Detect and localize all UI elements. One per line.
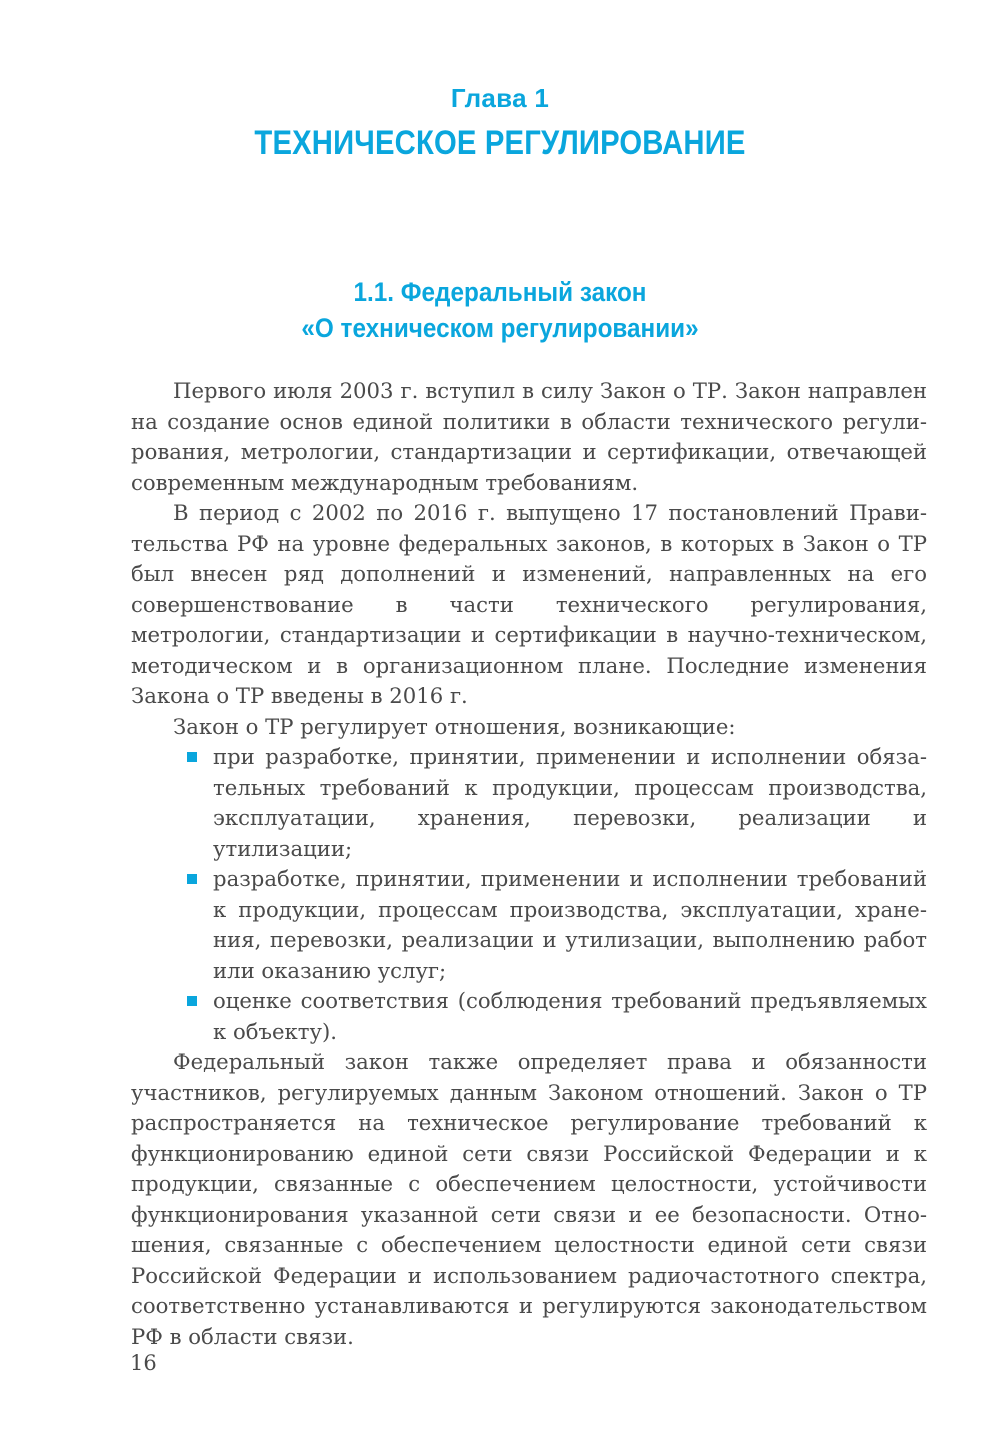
- list-item-text: оценке соответствия (соблюдения требований предъявляемых к объекту).: [213, 988, 927, 1044]
- list-item: [213, 986, 927, 1047]
- section-title-line-2: «О техническом регулировании»: [301, 313, 699, 343]
- list-item: [213, 742, 927, 864]
- square-bullet-icon: [187, 752, 197, 762]
- paragraph: Закон о ТР регулирует отношения, возникающие:: [173, 713, 736, 739]
- page-number: 16: [130, 1351, 157, 1375]
- bullet-list: [131, 742, 927, 1047]
- chapter-title: ТЕХНИЧЕСКОЕ РЕГУЛИРОВАНИЕ: [254, 124, 746, 162]
- paragraph: Федеральный закон также определяет права и обязанности участников, регулируемых данным Законом отношений. Закон о ТР распространяется на техническое регулирование требований к функционированию единой сети связи Российской Федерации и к продукции, связанные с обеспечением целостности, устойчивости функционирования указанной сети связи и ее безопасности. Отношения, связанные с обеспечением целостности единой сети связи Российской Федерации и использованием радиочастотного спектра, соответственно устанавливаются и регулируются законодательством РФ в области связи.: [131, 1049, 927, 1349]
- list-item: [213, 864, 927, 986]
- chapter-label: Глава 1: [450, 83, 550, 113]
- list-item-text: при разработке, принятии, применении и исполнении обязательных требований к продукции, процессам производства, эксплуатации, хранения, перевозки, реализации и утилизации;: [213, 744, 927, 861]
- square-bullet-icon: [187, 996, 197, 1006]
- section-title-line-1: 1.1. Федеральный закон: [353, 277, 647, 307]
- body-text: [131, 376, 927, 1352]
- list-item-text: разработке, принятии, применении и исполнении требований к продукции, процессам производства, эксплуатации, хранения, перевозки, реализации и утилизации, выполнению работ или оказанию услуг;: [213, 866, 927, 983]
- paragraph: Первого июля 2003 г. вступил в силу Закон о ТР. Закон направлен на создание основ единой политики в области технического регулирования, метрологии, стандартизации и сертификации, отвечающей современным международным требованиям.: [131, 378, 927, 495]
- square-bullet-icon: [187, 874, 197, 884]
- section-title: [0, 274, 1000, 346]
- paragraph: В период с 2002 по 2016 г. выпущено 17 постановлений Правительства РФ на уровне федеральных законов, в которых в Закон о ТР был внесен ряд дополнений и изменений, направленных на его совершенствование в части технического регулирования, метрологии, стандартизации и сертификации в научно-техническом, методическом и в организационном плане. Последние изменения Закона о ТР введены в 2016 г.: [131, 500, 927, 708]
